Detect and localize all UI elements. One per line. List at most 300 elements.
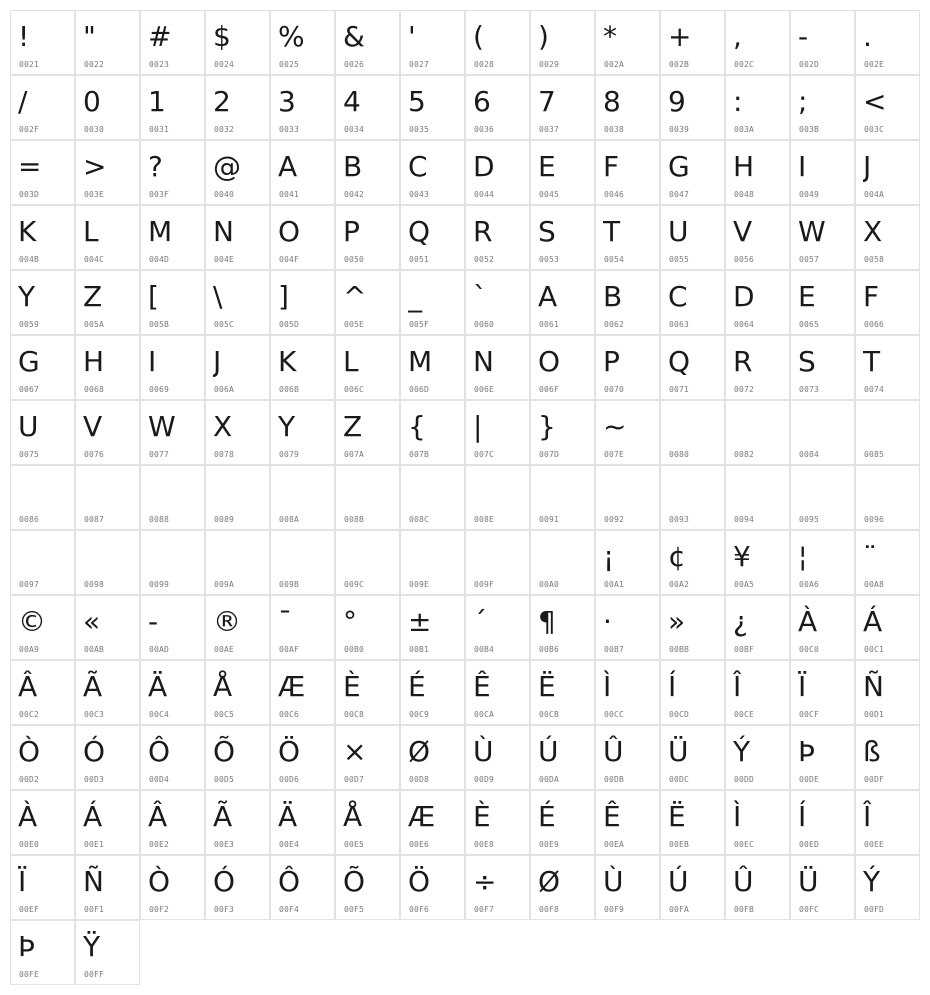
glyph-cell xyxy=(465,530,530,595)
glyph-cell xyxy=(790,270,855,335)
glyph-code: 0072 xyxy=(734,385,755,394)
glyph-cell xyxy=(530,335,595,400)
glyph-char: , xyxy=(733,20,742,53)
glyph-cell xyxy=(855,75,920,140)
glyph-code: 00DE xyxy=(799,775,820,784)
glyph-grid xyxy=(10,10,920,985)
glyph-code: 00E1 xyxy=(84,840,105,849)
glyph-code: 00DC xyxy=(669,775,690,784)
glyph-char: Q xyxy=(668,345,691,378)
glyph-cell xyxy=(465,205,530,270)
glyph-cell xyxy=(335,725,400,790)
glyph-code: 0064 xyxy=(734,320,755,329)
glyph-char: B xyxy=(603,280,623,313)
glyph-char: > xyxy=(83,150,107,183)
glyph-code: 00C6 xyxy=(279,710,300,719)
glyph-cell xyxy=(10,920,75,985)
glyph-char: Å xyxy=(343,800,363,833)
glyph-cell xyxy=(595,335,660,400)
glyph-code: 0061 xyxy=(539,320,560,329)
glyph-code: 00FC xyxy=(799,905,820,914)
glyph-char: Ö xyxy=(408,865,431,898)
glyph-char: S xyxy=(538,215,556,248)
glyph-code: 0070 xyxy=(604,385,625,394)
glyph-code: 0026 xyxy=(344,60,365,69)
glyph-char: © xyxy=(18,605,46,638)
glyph-code: 002D xyxy=(799,60,820,69)
glyph-char: Ø xyxy=(538,865,561,898)
glyph-cell xyxy=(400,595,465,660)
glyph-cell xyxy=(595,205,660,270)
glyph-char: Þ xyxy=(798,735,815,768)
glyph-code: 0048 xyxy=(734,190,755,199)
glyph-cell xyxy=(725,725,790,790)
glyph-code: 00DF xyxy=(864,775,885,784)
glyph-code: 006D xyxy=(409,385,430,394)
glyph-cell xyxy=(595,530,660,595)
glyph-code: 007A xyxy=(344,450,365,459)
glyph-code: 0060 xyxy=(474,320,495,329)
glyph-cell xyxy=(595,855,660,920)
glyph-code: 0041 xyxy=(279,190,300,199)
glyph-code: 00EE xyxy=(864,840,885,849)
glyph-char: Û xyxy=(733,865,754,898)
glyph-code: 00D8 xyxy=(409,775,430,784)
glyph-cell xyxy=(75,920,140,985)
glyph-code: 00D1 xyxy=(864,710,885,719)
glyph-char: C xyxy=(668,280,688,313)
glyph-char: Ý xyxy=(733,735,751,768)
glyph-code: 0092 xyxy=(604,515,625,524)
glyph-char: O xyxy=(278,215,301,248)
glyph-code: 00D3 xyxy=(84,775,105,784)
glyph-cell xyxy=(530,270,595,335)
glyph-code: 0095 xyxy=(799,515,820,524)
glyph-char: À xyxy=(18,800,38,833)
glyph-char: × xyxy=(343,735,367,768)
glyph-char: 2 xyxy=(213,85,231,118)
glyph-cell xyxy=(140,335,205,400)
glyph-cell xyxy=(530,790,595,855)
glyph-char: Õ xyxy=(343,865,366,898)
glyph-cell xyxy=(595,75,660,140)
glyph-cell xyxy=(270,335,335,400)
glyph-char: Î xyxy=(733,670,742,703)
glyph-cell xyxy=(530,10,595,75)
glyph-char: O xyxy=(538,345,561,378)
glyph-code: 0099 xyxy=(149,580,170,589)
glyph-char: Ï xyxy=(798,670,807,703)
glyph-char: L xyxy=(83,215,99,248)
glyph-cell xyxy=(335,335,400,400)
glyph-cell xyxy=(530,530,595,595)
glyph-cell xyxy=(140,75,205,140)
glyph-cell xyxy=(660,205,725,270)
glyph-cell xyxy=(205,465,270,530)
glyph-cell xyxy=(140,855,205,920)
glyph-cell xyxy=(660,400,725,465)
glyph-cell xyxy=(400,335,465,400)
glyph-cell xyxy=(400,465,465,530)
glyph-char: 9 xyxy=(668,85,686,118)
glyph-code: 0059 xyxy=(19,320,40,329)
glyph-code: 00C9 xyxy=(409,710,430,719)
glyph-code: 008B xyxy=(344,515,365,524)
glyph-cell xyxy=(270,75,335,140)
glyph-code: 0051 xyxy=(409,255,430,264)
glyph-cell xyxy=(205,660,270,725)
glyph-code: 003A xyxy=(734,125,755,134)
glyph-code: 009E xyxy=(409,580,430,589)
glyph-cell xyxy=(660,660,725,725)
glyph-char: \ xyxy=(213,280,223,313)
glyph-char: T xyxy=(603,215,621,248)
glyph-char: / xyxy=(18,85,28,118)
glyph-char: ` xyxy=(473,280,487,313)
glyph-code: 005F xyxy=(409,320,430,329)
glyph-char: X xyxy=(213,410,233,443)
glyph-cell xyxy=(205,75,270,140)
glyph-char: ^ xyxy=(343,280,367,313)
glyph-cell xyxy=(205,270,270,335)
glyph-code: 008A xyxy=(279,515,300,524)
glyph-cell xyxy=(790,140,855,205)
glyph-cell xyxy=(855,660,920,725)
glyph-code: 00EC xyxy=(734,840,755,849)
glyph-cell xyxy=(725,270,790,335)
glyph-code: 00EB xyxy=(669,840,690,849)
glyph-code: 00C8 xyxy=(344,710,365,719)
glyph-code: 00A8 xyxy=(864,580,885,589)
glyph-cell xyxy=(75,595,140,660)
glyph-cell xyxy=(465,75,530,140)
glyph-char: ] xyxy=(278,280,289,313)
glyph-char: Æ xyxy=(408,800,436,833)
glyph-cell xyxy=(75,465,140,530)
glyph-cell xyxy=(790,725,855,790)
glyph-cell xyxy=(465,855,530,920)
glyph-code: 00A1 xyxy=(604,580,625,589)
glyph-code: 00FD xyxy=(864,905,885,914)
glyph-cell xyxy=(725,660,790,725)
glyph-code: 008C xyxy=(409,515,430,524)
glyph-code: 004C xyxy=(84,255,105,264)
glyph-cell xyxy=(140,400,205,465)
glyph-code: 0022 xyxy=(84,60,105,69)
glyph-cell xyxy=(335,530,400,595)
glyph-cell xyxy=(660,530,725,595)
glyph-code: 0080 xyxy=(669,450,690,459)
glyph-char: ! xyxy=(18,20,30,53)
glyph-char: Ò xyxy=(18,735,41,768)
glyph-char: 4 xyxy=(343,85,361,118)
glyph-code: 0084 xyxy=(799,450,820,459)
glyph-char: P xyxy=(603,345,620,378)
glyph-char: U xyxy=(18,410,39,443)
glyph-cell xyxy=(400,75,465,140)
glyph-char: H xyxy=(83,345,105,378)
glyph-char: - xyxy=(148,605,159,638)
glyph-code: 005D xyxy=(279,320,300,329)
glyph-cell xyxy=(335,75,400,140)
glyph-code: 00D7 xyxy=(344,775,365,784)
glyph-code: 007D xyxy=(539,450,560,459)
glyph-cell xyxy=(140,10,205,75)
glyph-code: 002F xyxy=(19,125,40,134)
glyph-code: 00DD xyxy=(734,775,755,784)
glyph-code: 0052 xyxy=(474,255,495,264)
glyph-cell xyxy=(790,530,855,595)
glyph-code: 00CC xyxy=(604,710,625,719)
glyph-cell xyxy=(855,530,920,595)
glyph-cell xyxy=(335,140,400,205)
glyph-cell xyxy=(270,270,335,335)
glyph-code: 00E5 xyxy=(344,840,365,849)
glyph-char: · xyxy=(603,605,612,638)
glyph-code: 00E8 xyxy=(474,840,495,849)
glyph-cell xyxy=(270,660,335,725)
glyph-cell xyxy=(790,465,855,530)
glyph-cell xyxy=(660,725,725,790)
glyph-code: 0073 xyxy=(799,385,820,394)
glyph-code: 00C0 xyxy=(799,645,820,654)
glyph-cell xyxy=(400,10,465,75)
glyph-char: J xyxy=(213,345,222,378)
glyph-char: M xyxy=(408,345,433,378)
glyph-code: 0025 xyxy=(279,60,300,69)
glyph-cell xyxy=(270,205,335,270)
glyph-code: 00EF xyxy=(19,905,40,914)
glyph-char: 8 xyxy=(603,85,621,118)
glyph-char: 1 xyxy=(148,85,166,118)
glyph-char: G xyxy=(668,150,690,183)
glyph-code: 0079 xyxy=(279,450,300,459)
glyph-code: 00FA xyxy=(669,905,690,914)
glyph-char: È xyxy=(473,800,491,833)
glyph-char: Ì xyxy=(733,800,742,833)
glyph-code: 00D6 xyxy=(279,775,300,784)
glyph-cell xyxy=(855,595,920,660)
glyph-code: 0021 xyxy=(19,60,40,69)
glyph-char: % xyxy=(278,20,305,53)
glyph-cell xyxy=(205,10,270,75)
glyph-char: S xyxy=(798,345,816,378)
glyph-code: 006F xyxy=(539,385,560,394)
glyph-cell xyxy=(400,855,465,920)
glyph-cell xyxy=(595,400,660,465)
glyph-char: " xyxy=(83,20,96,53)
glyph-code: 00C5 xyxy=(214,710,235,719)
glyph-cell xyxy=(595,725,660,790)
glyph-code: 00CA xyxy=(474,710,495,719)
glyph-cell xyxy=(530,465,595,530)
glyph-code: 0037 xyxy=(539,125,560,134)
glyph-cell xyxy=(140,660,205,725)
glyph-cell xyxy=(465,10,530,75)
glyph-char: X xyxy=(863,215,883,248)
glyph-cell xyxy=(725,205,790,270)
glyph-char: | xyxy=(473,410,483,443)
glyph-cell xyxy=(855,465,920,530)
glyph-char: I xyxy=(798,150,807,183)
glyph-cell xyxy=(270,140,335,205)
glyph-char: Ø xyxy=(408,735,431,768)
glyph-code: 0093 xyxy=(669,515,690,524)
glyph-char: $ xyxy=(213,20,231,53)
glyph-code: 0044 xyxy=(474,190,495,199)
glyph-cell xyxy=(465,140,530,205)
glyph-cell xyxy=(335,855,400,920)
glyph-code: 006B xyxy=(279,385,300,394)
glyph-code: 00BB xyxy=(669,645,690,654)
glyph-code: 005A xyxy=(84,320,105,329)
glyph-cell xyxy=(790,790,855,855)
glyph-char: : xyxy=(733,85,743,118)
glyph-char: R xyxy=(473,215,493,248)
glyph-code: 00CD xyxy=(669,710,690,719)
glyph-char: C xyxy=(408,150,428,183)
glyph-char: Ë xyxy=(668,800,686,833)
glyph-char: Æ xyxy=(278,670,306,703)
glyph-code: 00F3 xyxy=(214,905,235,914)
glyph-cell xyxy=(400,790,465,855)
glyph-code: 004A xyxy=(864,190,885,199)
glyph-cell xyxy=(75,725,140,790)
glyph-cell xyxy=(660,75,725,140)
glyph-cell xyxy=(595,595,660,660)
glyph-cell xyxy=(10,530,75,595)
glyph-char: ¡ xyxy=(603,540,615,573)
glyph-code: 00F7 xyxy=(474,905,495,914)
glyph-code: 00E3 xyxy=(214,840,235,849)
glyph-code: 008E xyxy=(474,515,495,524)
glyph-cell xyxy=(270,465,335,530)
glyph-char: * xyxy=(603,20,617,53)
glyph-char: W xyxy=(798,215,826,248)
glyph-code: 00C1 xyxy=(864,645,885,654)
glyph-code: 00B1 xyxy=(409,645,430,654)
glyph-cell xyxy=(660,855,725,920)
glyph-code: 0063 xyxy=(669,320,690,329)
glyph-char: Ñ xyxy=(83,865,104,898)
glyph-cell xyxy=(530,75,595,140)
glyph-char: ¢ xyxy=(668,540,686,573)
glyph-cell xyxy=(790,855,855,920)
glyph-cell xyxy=(205,790,270,855)
glyph-char: ß xyxy=(863,735,881,768)
glyph-code: 00BF xyxy=(734,645,755,654)
glyph-code: 002A xyxy=(604,60,625,69)
glyph-code: 0075 xyxy=(19,450,40,459)
glyph-char: I xyxy=(148,345,157,378)
glyph-code: 006E xyxy=(474,385,495,394)
glyph-code: 00A9 xyxy=(19,645,40,654)
glyph-code: 00EA xyxy=(604,840,625,849)
glyph-char: Ù xyxy=(603,865,624,898)
glyph-code: 009C xyxy=(344,580,365,589)
glyph-code: 0086 xyxy=(19,515,40,524)
glyph-char: ¿ xyxy=(733,605,748,638)
glyph-char: Ò xyxy=(148,865,171,898)
glyph-cell xyxy=(270,530,335,595)
glyph-cell xyxy=(465,660,530,725)
glyph-char: K xyxy=(18,215,37,248)
glyph-char: Ú xyxy=(668,865,689,898)
glyph-code: 0066 xyxy=(864,320,885,329)
glyph-cell xyxy=(660,10,725,75)
glyph-char: Ÿ xyxy=(83,930,101,963)
glyph-code: 002C xyxy=(734,60,755,69)
glyph-char: Ë xyxy=(538,670,556,703)
glyph-cell xyxy=(855,400,920,465)
glyph-char: A xyxy=(278,150,298,183)
glyph-cell xyxy=(725,855,790,920)
glyph-cell xyxy=(595,790,660,855)
glyph-char: Á xyxy=(863,605,883,638)
glyph-cell xyxy=(335,465,400,530)
glyph-char: W xyxy=(148,410,176,443)
glyph-char: Ô xyxy=(278,865,301,898)
glyph-char: N xyxy=(213,215,234,248)
glyph-code: 0038 xyxy=(604,125,625,134)
glyph-char: H xyxy=(733,150,755,183)
glyph-code: 002B xyxy=(669,60,690,69)
glyph-char: ® xyxy=(213,605,241,638)
glyph-code: 00AE xyxy=(214,645,235,654)
glyph-cell xyxy=(530,140,595,205)
glyph-char: À xyxy=(798,605,818,638)
glyph-char: _ xyxy=(408,280,422,313)
glyph-char: ± xyxy=(408,605,432,638)
glyph-cell xyxy=(400,205,465,270)
glyph-char: E xyxy=(538,150,556,183)
glyph-code: 0030 xyxy=(84,125,105,134)
glyph-code: 00E0 xyxy=(19,840,40,849)
glyph-code: 005B xyxy=(149,320,170,329)
glyph-cell xyxy=(790,10,855,75)
glyph-code: 00E4 xyxy=(279,840,300,849)
glyph-code: 007B xyxy=(409,450,430,459)
glyph-cell xyxy=(270,10,335,75)
glyph-char: D xyxy=(473,150,495,183)
glyph-char: Ü xyxy=(668,735,689,768)
glyph-cell xyxy=(270,790,335,855)
glyph-code: 009B xyxy=(279,580,300,589)
glyph-code: 00F5 xyxy=(344,905,365,914)
glyph-cell xyxy=(530,595,595,660)
glyph-cell xyxy=(75,400,140,465)
glyph-cell xyxy=(465,270,530,335)
glyph-char: Ê xyxy=(473,670,491,703)
glyph-code: 00CF xyxy=(799,710,820,719)
glyph-cell xyxy=(10,335,75,400)
glyph-cell xyxy=(140,725,205,790)
glyph-cell xyxy=(140,465,205,530)
glyph-char: » xyxy=(668,605,686,638)
glyph-cell xyxy=(75,335,140,400)
glyph-char: ¥ xyxy=(733,540,751,573)
glyph-code: 004D xyxy=(149,255,170,264)
glyph-cell xyxy=(660,270,725,335)
glyph-code: 00FF xyxy=(84,970,105,979)
glyph-cell xyxy=(205,140,270,205)
glyph-code: 0071 xyxy=(669,385,690,394)
glyph-char: P xyxy=(343,215,360,248)
glyph-code: 00D5 xyxy=(214,775,235,784)
glyph-char: ÷ xyxy=(473,865,497,898)
glyph-cell xyxy=(790,400,855,465)
glyph-code: 0040 xyxy=(214,190,235,199)
